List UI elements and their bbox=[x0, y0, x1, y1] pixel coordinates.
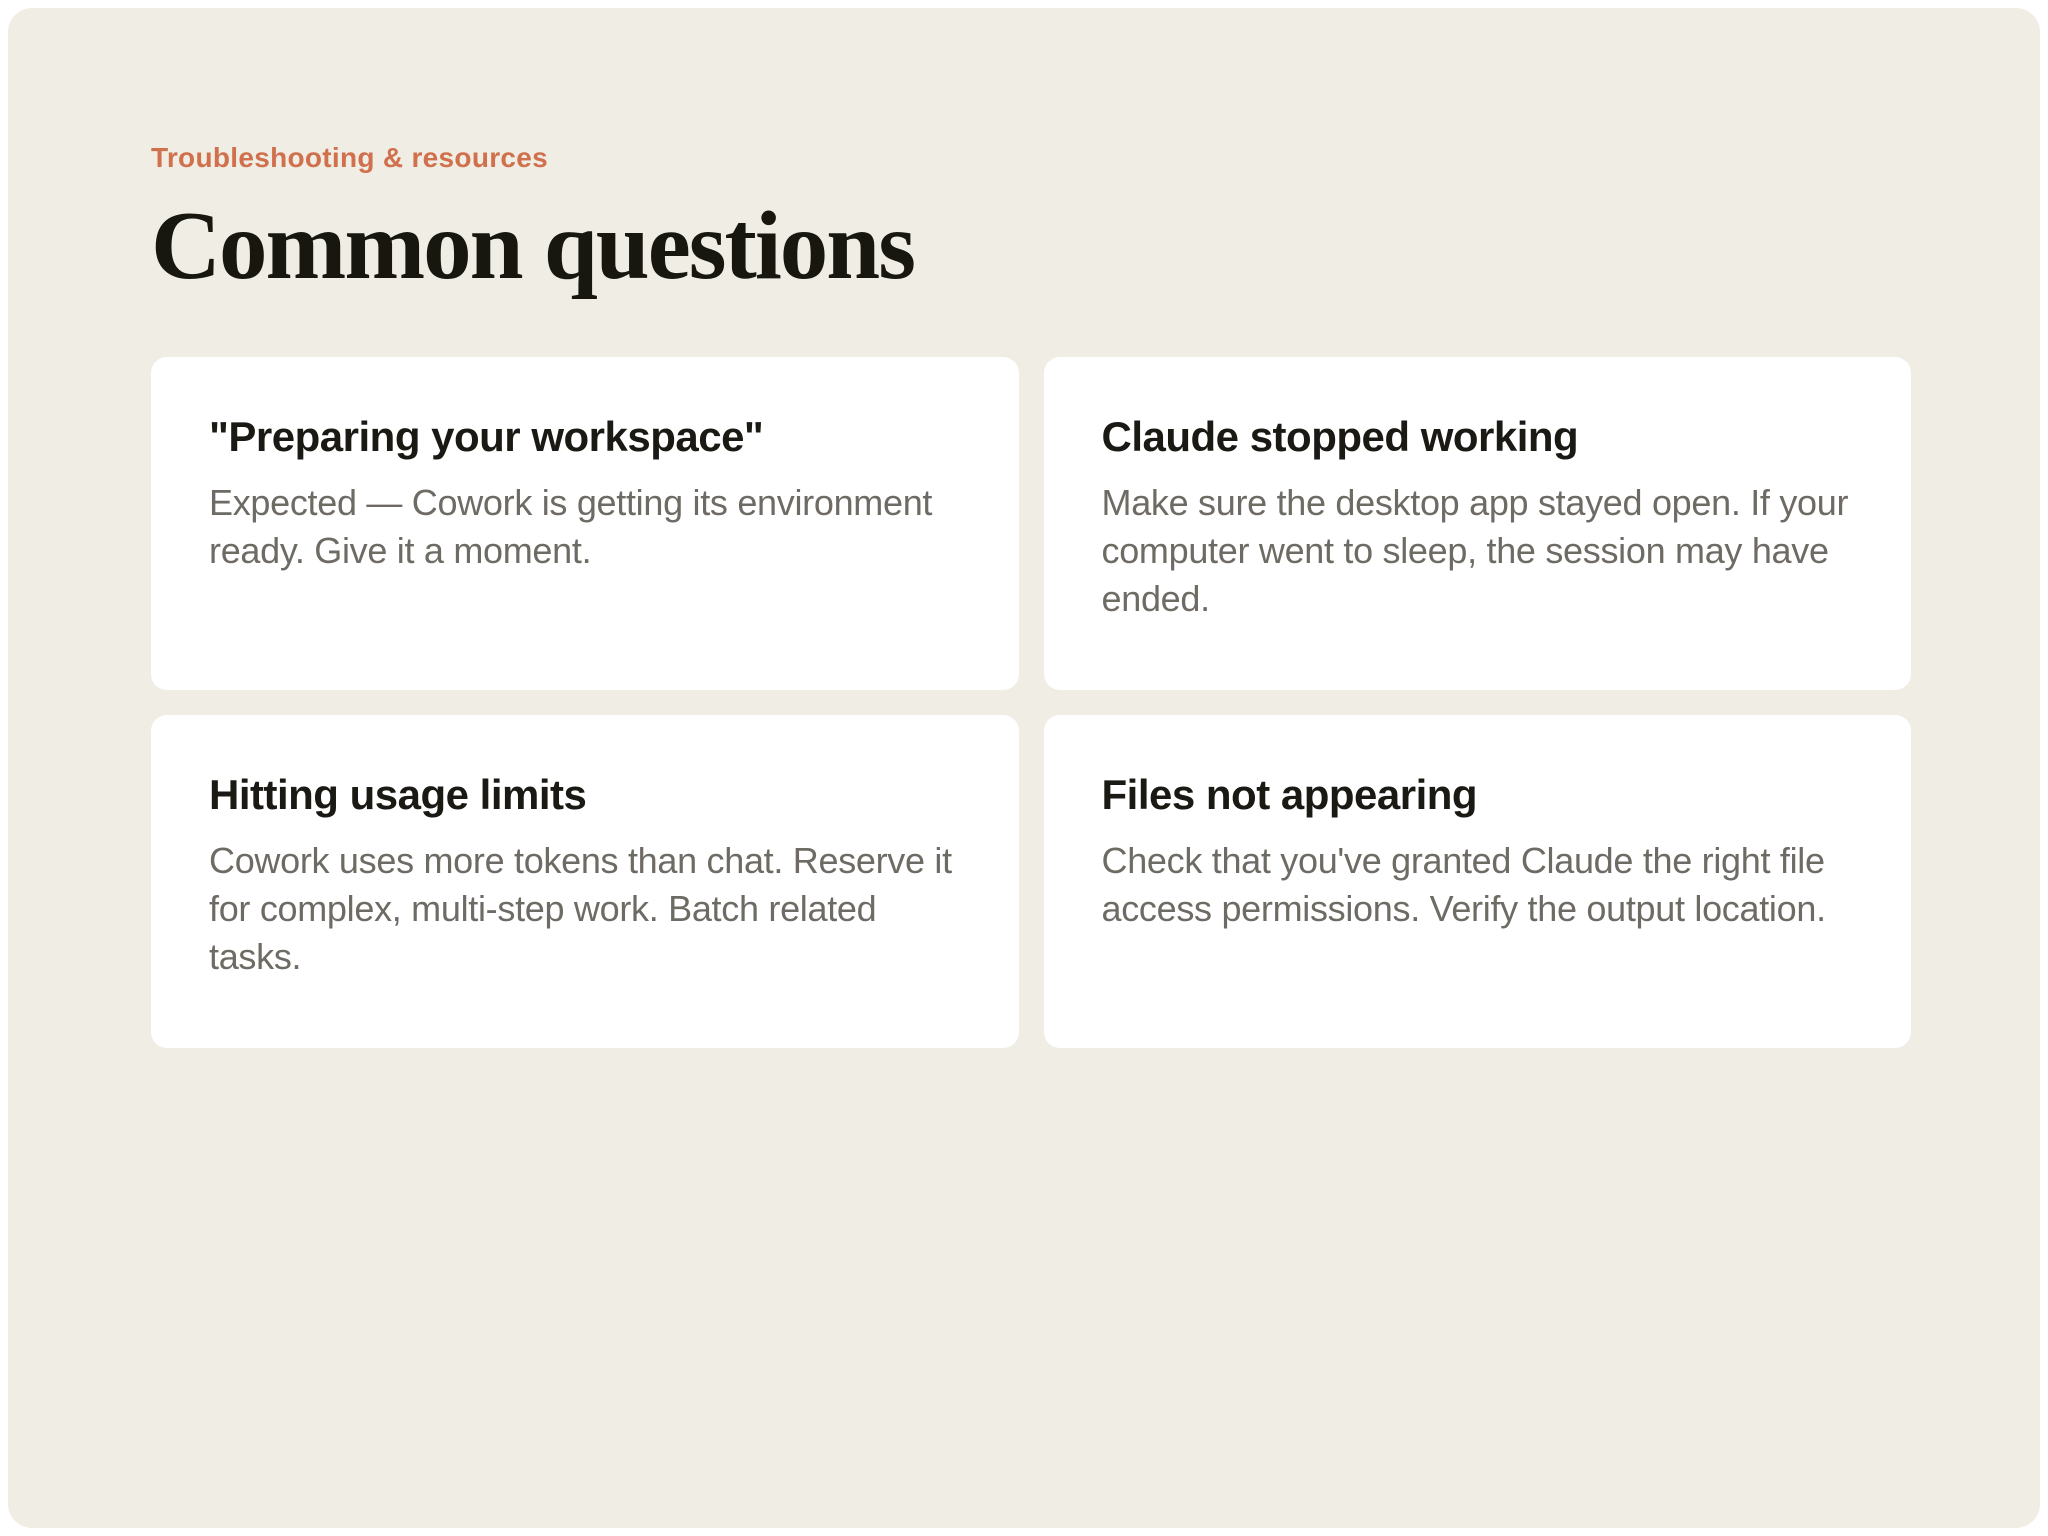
card-body: Make sure the desktop app stayed open. If your computer went to sleep, the session may have ended. bbox=[1101, 482, 1849, 619]
faq-card-files-not-appearing bbox=[1044, 715, 1912, 1048]
content-area bbox=[151, 141, 1911, 1048]
cards-grid bbox=[151, 357, 1911, 1048]
faq-card-usage-limits bbox=[151, 715, 1019, 1048]
faq-card-preparing-workspace bbox=[151, 357, 1019, 690]
card-body: Cowork uses more tokens than chat. Reserve it for complex, multi-step work. Batch related tasks. bbox=[209, 840, 952, 977]
card-title: Files not appearing bbox=[1101, 771, 1478, 818]
card-body: Expected — Cowork is getting its environment ready. Give it a moment. bbox=[209, 482, 933, 571]
page-title: Common questions bbox=[151, 192, 914, 299]
section-eyebrow: Troubleshooting & resources bbox=[151, 142, 549, 173]
card-title: "Preparing your workspace" bbox=[209, 413, 764, 460]
slide-panel bbox=[8, 8, 2040, 1528]
card-body: Check that you've granted Claude the right file access permissions. Verify the output location. bbox=[1101, 840, 1826, 929]
card-title: Claude stopped working bbox=[1101, 413, 1579, 460]
faq-card-claude-stopped-working bbox=[1044, 357, 1912, 690]
card-title: Hitting usage limits bbox=[209, 771, 587, 818]
